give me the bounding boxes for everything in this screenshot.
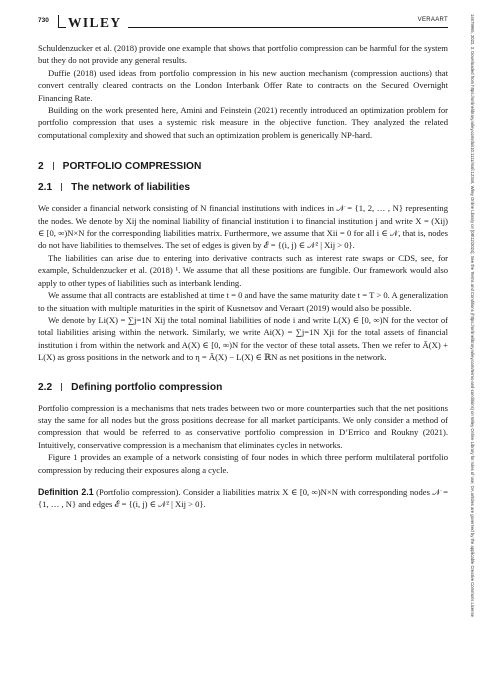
wiley-logo: WILEY [68,15,122,30]
network-paragraph-2: The liabilities can arise due to entering into derivative contracts such as interest rate swaps or CDS, see, for example, Schuldenzucker et al. (2018) ¹. We assume that all these positions are fungible. Our framework would also apply to other types of liabilities such as interbank lending. [38,252,448,288]
header-divider [58,15,59,27]
subsection-title: Defining portfolio compression [71,381,223,393]
compression-paragraph-2: Figure 1 provides an example of a network consisting of four nodes in which three perform multilateral portfolio compression by reducing their exposures along a cycle. [38,452,448,475]
section-heading [38,161,448,172]
heading-separator [61,383,62,391]
subsection-title: The network of liabilities [71,182,191,194]
intro-paragraph-2: Duffie (2018) used ideas from portfolio compression in his new auction mechanism (compression auctions) that convert centrally cleared contracts on the London Interbank Offer Rate to contracts on the Secured Overnight Financing Rate. [38,67,448,103]
header-divider-foot [58,27,66,28]
network-paragraph-1: We consider a financial network consisting of N financial institutions with indices in 𝒩 = {1, 2, … , N} representing the nodes. We denote by Xij the nominal liability of financial institution i to financial institution j and write X = (Xij) ∈ [0, ∞)N×N for the corresponding liabilities matrix. Furthermore, we assume that Xii = 0 for all i ∈ 𝒩, that is, nodes do not have liabilities to themselves. The set of edges is given by ℰ = {(i, j) ∈ 𝒩² | Xij > 0}. [38,203,448,251]
subsection-number: 2.1 [38,182,53,194]
article-body [38,42,448,511]
subsection-number: 2.2 [38,381,53,393]
page-number: 730 [38,17,49,24]
running-author: VERAART [417,17,448,23]
subsection-heading [38,182,448,193]
section-title: PORTFOLIO COMPRESSION [62,161,202,173]
section-number: 2 [38,161,44,173]
page-header [38,14,448,32]
intro-paragraph-1: Schuldenzucker et al. (2018) provide one example that shows that portfolio compression can be harmful for the system but they do not provide any general results. [38,43,448,66]
definition-name: (Portfolio compression). [96,486,181,497]
network-paragraph-3: We assume that all contracts are established at time t = 0 and have the same maturity date t = T > 0. A generalization to the situation with multiple maturities in the spirit of Kusnetsov and Veraart (2019) would also be possible. [38,290,448,313]
network-paragraph-4: We denote by Li(X) = ∑j=1N Xij the total nominal liabilities of node i and write L(X) ∈ [0, ∞)N for the vector of total liabilities arising within the network. Similarly, we write Ai(X) = ∑j=1N Xji for the total assets of financial institution i from within the network and A(X) ∈ [0, ∞)N for the vector of these total assets. Then we refer to Ā(X) + L(X) as gross positions in the network and to η = Ā(X) − L(X) ∈ ℝN as net positions in the network. [38,314,448,363]
header-rule [128,27,448,28]
definition-block [38,486,448,511]
download-notice-text: 14679965, 2022, 3, Downloaded from https://onlinelibrary.wiley.com/doi/10.1111/mafi.12346, Wiley Online Library on [08/12/2024]. See the Terms and Conditions (https://onlinelibrary.wiley.com/terms-and-conditions) on Wiley Online Library for rules of use; OA articles are governed by the applicable Creative Commons License [470,14,475,617]
intro-paragraph-3: Building on the work presented here, Amini and Feinstein (2021) recently introduced an optimization problem for portfolio compression that uses a systemic risk measure in the objective function. They analyzed the related computational complexity and showed that such an optimization problem is generically NP-hard. [38,105,448,140]
definition-label: Definition 2.1 [38,486,94,497]
compression-paragraph-1: Portfolio compression is a mechanisms that nets trades between two or more counterparties such that the net positions stay the same for all nodes but the gross positions decrease for all market participants. We only consider a method of compression that would be referred to as conservative portfolio compression in D’Errico and Roukny (2021). Intuitively, conservative compression is a mechanism that eliminates cycles in networks. [38,402,448,450]
subsection-heading [38,382,448,393]
download-notice-sidebar [466,14,476,684]
heading-separator [53,162,54,170]
definition-text: Consider a liabilities matrix X ∈ [0, ∞)N×N with corresponding nodes 𝒩 = {1, … , N} and edges ℰ = {(i, j) ∈ 𝒩² | Xij > 0}. [38,486,448,510]
heading-separator [61,183,62,191]
